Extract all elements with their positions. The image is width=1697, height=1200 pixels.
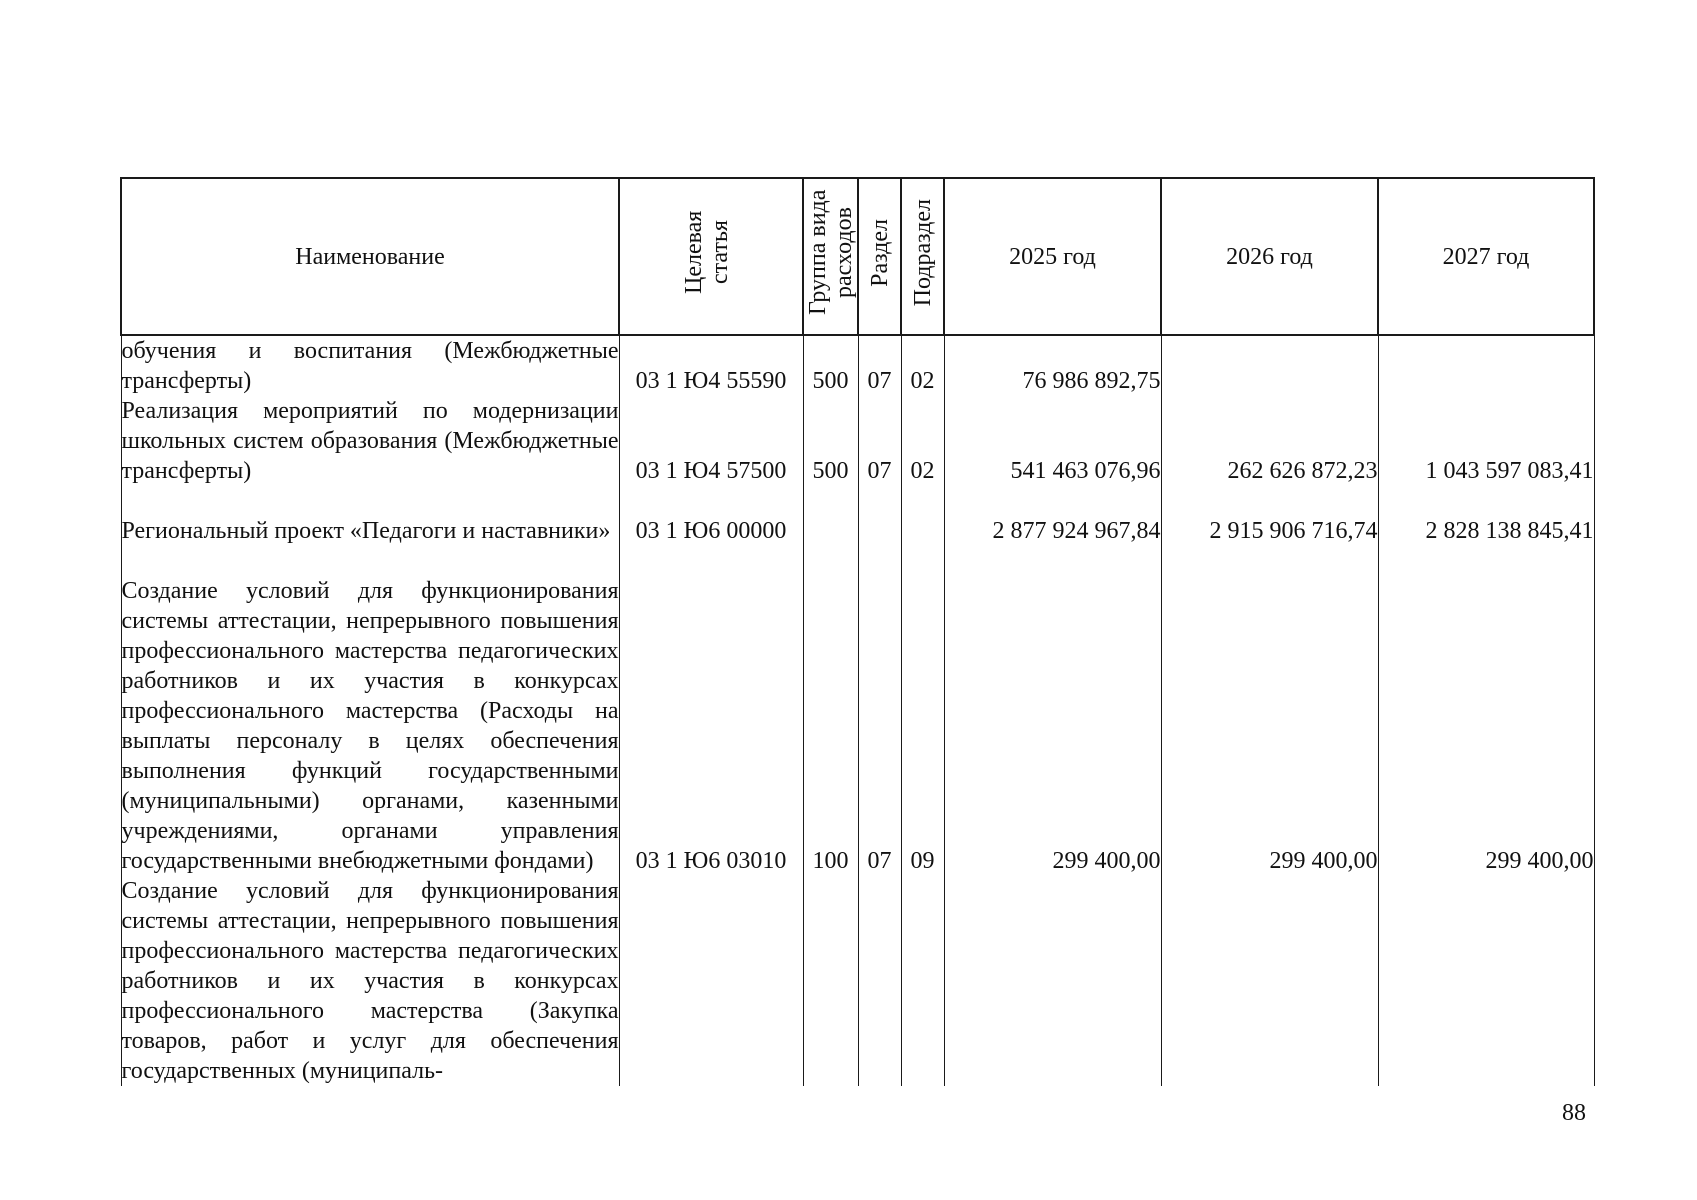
row-2025: 541 463 076,96 [944,396,1161,486]
row-target-code: 03 1 Ю4 57500 [619,396,803,486]
row-2027 [1378,335,1594,396]
table-row [121,486,1594,546]
row-target-code [619,876,803,1086]
row-target-code: 03 1 Ю6 03010 [619,546,803,876]
row-2025: 76 986 892,75 [944,335,1161,396]
row-group [803,486,858,546]
row-subsection [901,486,944,546]
row-subsection: 02 [901,335,944,396]
header-2025: 2025 год [944,178,1161,335]
row-target-code: 03 1 Ю6 00000 [619,486,803,546]
row-2027: 2 828 138 845,41 [1378,486,1594,546]
row-group [803,876,858,1086]
header-2026: 2026 год [1161,178,1378,335]
row-2026: 299 400,00 [1161,546,1378,876]
header-subsection [901,178,944,335]
row-group: 500 [803,396,858,486]
row-section: 07 [858,546,901,876]
header-2027: 2027 год [1378,178,1594,335]
table-row [121,546,1594,876]
row-2026 [1161,876,1378,1086]
table-header-row [121,178,1594,335]
header-subsection-label: Подраздел [909,198,936,307]
row-section [858,876,901,1086]
row-2027: 1 043 597 083,41 [1378,396,1594,486]
row-2026 [1161,335,1378,396]
page-number: 88 [1562,1100,1586,1126]
table-row [121,876,1594,1086]
row-2025: 299 400,00 [944,546,1161,876]
row-name: Региональный проект «Педагоги и наставники» [121,486,619,546]
row-group: 500 [803,335,858,396]
row-section: 07 [858,335,901,396]
row-section [858,486,901,546]
header-section [858,178,901,335]
row-2026: 262 626 872,23 [1161,396,1378,486]
row-2027: 299 400,00 [1378,546,1594,876]
header-name: Наименование [121,178,619,335]
row-section: 07 [858,396,901,486]
row-name: Создание условий для функционирования системы аттестации, непрерывного повышения профессионального мастерства педагогических работников и их участия в конкурсах профессионального мастерства (Закупка товаров, работ и услуг для обеспечения государственных (муниципаль- [121,878,619,1084]
row-2025: 2 877 924 967,84 [944,486,1161,546]
budget-table [120,177,1595,1086]
row-2027 [1378,876,1594,1086]
row-2026: 2 915 906 716,74 [1161,486,1378,546]
row-subsection [901,876,944,1086]
row-subsection: 09 [901,546,944,876]
header-target [619,178,803,335]
table-row [121,335,1594,396]
row-name: обучения и воспитания (Межбюджетные трансферты) [121,335,619,396]
header-group [803,178,858,335]
row-subsection: 02 [901,396,944,486]
header-target-label: Целевая статья [681,210,733,295]
header-section-label: Раздел [866,218,893,287]
row-2025 [944,876,1161,1086]
row-group: 100 [803,546,858,876]
header-group-label: Группа вида расходов [804,189,857,316]
table-row [121,396,1594,486]
row-name: Реализация мероприятий по модернизации школьных систем образования (Межбюджетные трансферты) [121,398,619,484]
row-name: Создание условий для функционирования системы аттестации, непрерывного повышения профессионального мастерства педагогических работников и их участия в конкурсах профессионального мастерства (Расходы на выплаты персоналу в целях обеспечения выполнения функций государственными (муниципальными) органами, казенными учреждениями, органами управления государственными внебюджетными фондами) [121,546,619,876]
row-target-code: 03 1 Ю4 55590 [619,335,803,396]
